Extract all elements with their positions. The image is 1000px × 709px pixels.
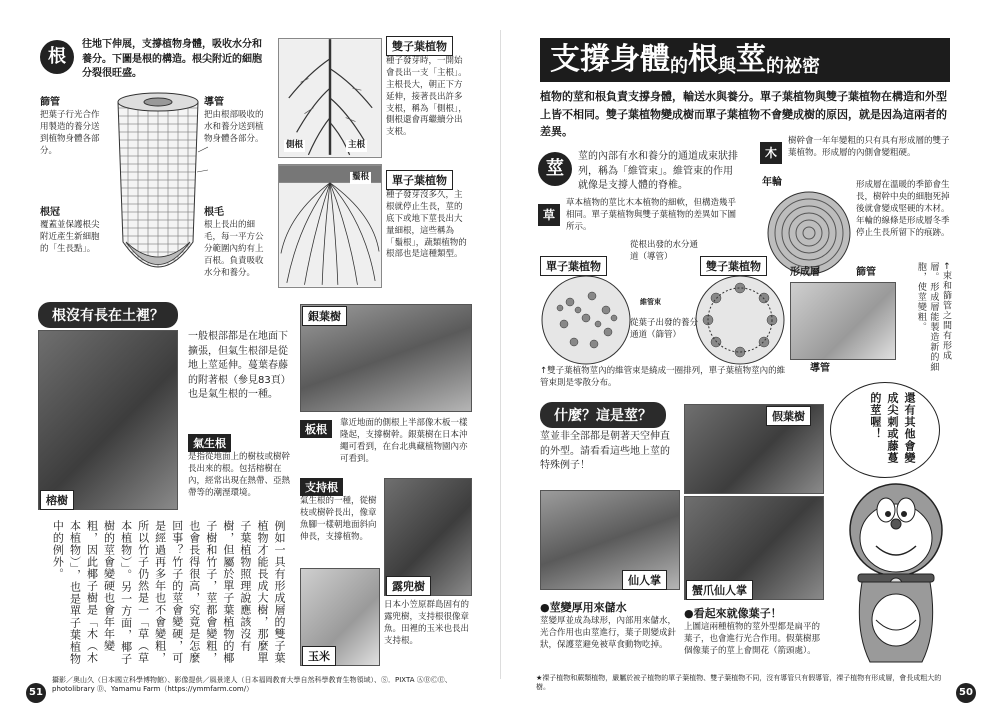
banyan-label: 榕樹 xyxy=(40,490,74,510)
root-intro: 往地下伸展，支撐植物身體，吸收水分和養分。下圖是根的構造。根尖附近的細胞分裂很旺盛。 xyxy=(82,39,262,79)
tree-ring-text: 形成層在溫暖的季節會生長，樹幹中央的細胞死掉後就會變成堅硬的木材。年輪的線條是形成層冬季停止生長所留下的痕跡。 xyxy=(856,180,950,238)
vertical-column-text: 例如一具有形成層的雙子葉植物才能長成大樹，那麼單子葉植物照理說應該沒有樹，但屬於單子葉植物的椰子樹和竹子，莖都會變粗，也會長得很高，究竟是怎麼回事？竹子的莖會變硬，可是經過再多年也不會變粗，所以竹子仍然是一「草（草本植物）」。另一方面，椰子樹的莖會變硬也會年年變粗，因此椰子樹是「木（木本植物）」，也是單子葉植物中的例外。 xyxy=(51,520,286,665)
main-title xyxy=(540,38,950,82)
wood-text: 樹幹會一年年變粗的只有具有形成層的雙子葉植物。形成層的內側會變粗硬。 xyxy=(788,136,950,158)
wood-icon: 木 xyxy=(760,142,782,164)
monocot-text: 種子發芽沒多久，主根就停止生長，莖的底下或地下莖長出大量細根，這些稱為「鬚根」，蔬類植物的根部也是這種類型。 xyxy=(386,190,467,260)
section-stem-title: 什麼？這是莖？ xyxy=(540,402,666,428)
xylem-label: 導管 xyxy=(810,363,830,374)
buttress-root-text: 靠近地面的側根上半部像木板一樣隆起，支撐樹幹。銀葉樹在日本沖繩可看到，在台北典藏植物園內亦可看到。 xyxy=(340,418,468,464)
silver-leaf-tree-label: 銀葉樹 xyxy=(302,306,347,326)
title-part-5: 莖 xyxy=(736,42,766,77)
dicot-cross-section xyxy=(694,274,786,366)
xylem-text: 把由根部吸收的水和養分送到植物身體各部分。 xyxy=(204,110,264,144)
aerial-root-title: 氣生根 xyxy=(188,434,231,452)
section-stem-text: 莖並非全部都是朝著天空伸直的外型。請看看這些地上莖的特殊例子！ xyxy=(540,431,670,471)
title-part-3: 根 xyxy=(688,42,718,77)
root-hair-title: 根毛 xyxy=(204,207,224,218)
cactus-label: 仙人掌 xyxy=(622,570,667,590)
title-part-6: 的祕密 xyxy=(766,56,820,77)
title-part-4: 與 xyxy=(718,56,736,77)
cambium-label: 形成層 xyxy=(790,267,820,278)
sieve-tube-text: 把葉子行光合作用製造的養分送到植物身體各部分。 xyxy=(40,110,100,156)
section-aerial-roots-title: 根沒有長在土裡？ xyxy=(38,302,178,328)
pandan-label: 露兜樹 xyxy=(386,576,431,596)
caption-water-storage-title: ●莖變厚用來儲水 xyxy=(540,601,627,614)
title-part-1: 支撐身體 xyxy=(550,42,670,77)
monocot-label: 單子葉植物 xyxy=(386,170,453,190)
cambium-vertical-note: ←束和篩管之間有形成層。形成層能製造新的細胞，使莖變粗。 xyxy=(915,262,951,372)
aerial-root-desc: 是指從地面上的樹枝或樹幹長出來的根。包括榕樹在內，經常出現在熱帶、亞熱帶等的潮溼環境。 xyxy=(188,452,291,498)
cambium-micrograph xyxy=(790,282,896,360)
corn-label: 玉米 xyxy=(302,646,336,666)
title-part-2: 的 xyxy=(670,56,688,77)
footnote: ★裸子植物和蕨類植物，嚴屬於被子植物的單子葉植物、雙子葉植物不同，沒有導管只有假導管，裸子植物有形成層，會長成粗大的樹。 xyxy=(536,674,942,692)
pandan-note: 日本小笠原群島固有的露兜樹，支持根很像章魚。田裡的玉米也長出支持根。 xyxy=(384,600,470,646)
page-number-right: 50 xyxy=(956,683,976,703)
root-hair-text: 根上長出的細毛，每一平方公分範圍內約有上百根。負責吸收水分和養分。 xyxy=(204,220,264,278)
grass-icon: 草 xyxy=(538,204,560,226)
lateral-root-label: 側根 xyxy=(286,140,304,150)
sieve-tube-label: 篩管 xyxy=(856,267,876,278)
photo-credits: 攝影／奥山久（日本國立科學博物館）、影像提供／風景達人（日本福岡教育大學自然科學教育生物領域）、Ⓢ．PIXTA ⒶⒷⒸⒺ、photolibrary Ⓓ、Yamamu Farm（https://ymmfarm.com/） xyxy=(52,676,452,694)
dicot-label: 雙子葉植物 xyxy=(386,36,453,56)
cross-section-caption: ↑雙子葉植物莖內的維管束是繞成一圈排列，單子葉植物莖內的維管束則是零散分布。 xyxy=(540,366,786,388)
root-cap-text: 覆蓋並保護根尖附近產生新細胞的「生長點」。 xyxy=(40,220,100,254)
doraemon-illustration xyxy=(836,480,956,670)
phloem-passage-label: 從葉子出發的養分通道（篩管） xyxy=(630,318,699,340)
tree-ring-diagram xyxy=(766,190,852,276)
prop-root-text: 氣生根的一種，從樹枝或樹幹長出，像章魚腳一樣朝地面斜向伸長，支撐植物。 xyxy=(300,496,377,542)
prop-root-title: 支持根 xyxy=(300,478,343,496)
aerial-root-intro: 一般根部都是在地面下擴張，但氣生根卻是從地上莖延伸。蔓葉春藤的附著根（參見83頁）也是氣生根的一種。 xyxy=(188,331,291,400)
tree-ring-label: 年輪 xyxy=(762,177,782,188)
page-number-left: 51 xyxy=(26,683,46,703)
monocot-stem-label: 單子葉植物 xyxy=(540,256,607,276)
christmas-cactus-label: 蟹爪仙人掌 xyxy=(686,580,753,600)
fibrous-root-label: 鬚根 xyxy=(352,172,370,182)
intro-text: 植物的莖和根負責支撐身體，輸送水與養分。單子葉植物與雙子葉植物在構造和外型上皆不相同。雙子葉植物變成樹而單子葉植物不會變成樹的原因，就是因為這兩者的差異。 xyxy=(540,90,947,139)
stem-text: 莖的內部有水和養分的通道成束狀排列，稱為「維管束」。維管束的作用就像是支撐人體的脊椎。 xyxy=(578,151,738,191)
xylem-passage-label: 從根出發的水分通道（導管） xyxy=(630,240,699,262)
root-structure-diagram xyxy=(108,92,208,292)
dicot-stem-label: 雙子葉植物 xyxy=(700,256,767,276)
main-root-label: 主根 xyxy=(348,140,366,150)
caption-water-storage-text: 莖變厚並成為球形，內部用來儲水，光合作用也由莖進行，葉子則變成針狀，保護莖避免被草食動物吃掉。 xyxy=(540,616,677,650)
root-icon: 根 xyxy=(40,40,74,74)
caption-leaf-like-title: ●看起來就像葉子！ xyxy=(684,607,782,620)
monocot-cross-section xyxy=(540,274,632,366)
root-cap-title: 根冠 xyxy=(40,207,60,218)
page-gutter xyxy=(500,30,501,679)
sieve-tube-title: 篩管 xyxy=(40,97,60,108)
xylem-title: 導管 xyxy=(204,97,224,108)
ruscus-label: 假葉樹 xyxy=(766,406,811,426)
dicot-text: 種子發芽時，一開始會長出一支「主根」。主根長大，朝正下方延伸，接著長出許多支根，稱為「側根」，側根還會再繼續分出支根。 xyxy=(386,56,467,138)
grass-text: 草本植物的莖比木本植物的細軟，但構造幾乎相同。單子葉植物與雙子葉植物的差異如下圖所示。 xyxy=(566,198,737,232)
banyan-photo xyxy=(38,330,178,510)
buttress-root-title: 板根 xyxy=(300,420,332,438)
stem-icon: 莖 xyxy=(538,152,572,186)
speech-bubble-text: 還有其他會變成尖刺或藤蔓的莖喔！ xyxy=(868,392,916,464)
vascular-bundle-label: 維管束 xyxy=(640,298,661,306)
caption-leaf-like-text: 上圖這兩種植物的莖外型都是扁平的葉子，也會進行光合作用。假葉樹那個像葉子的莖上會開花（箭頭處）。 xyxy=(684,622,821,656)
